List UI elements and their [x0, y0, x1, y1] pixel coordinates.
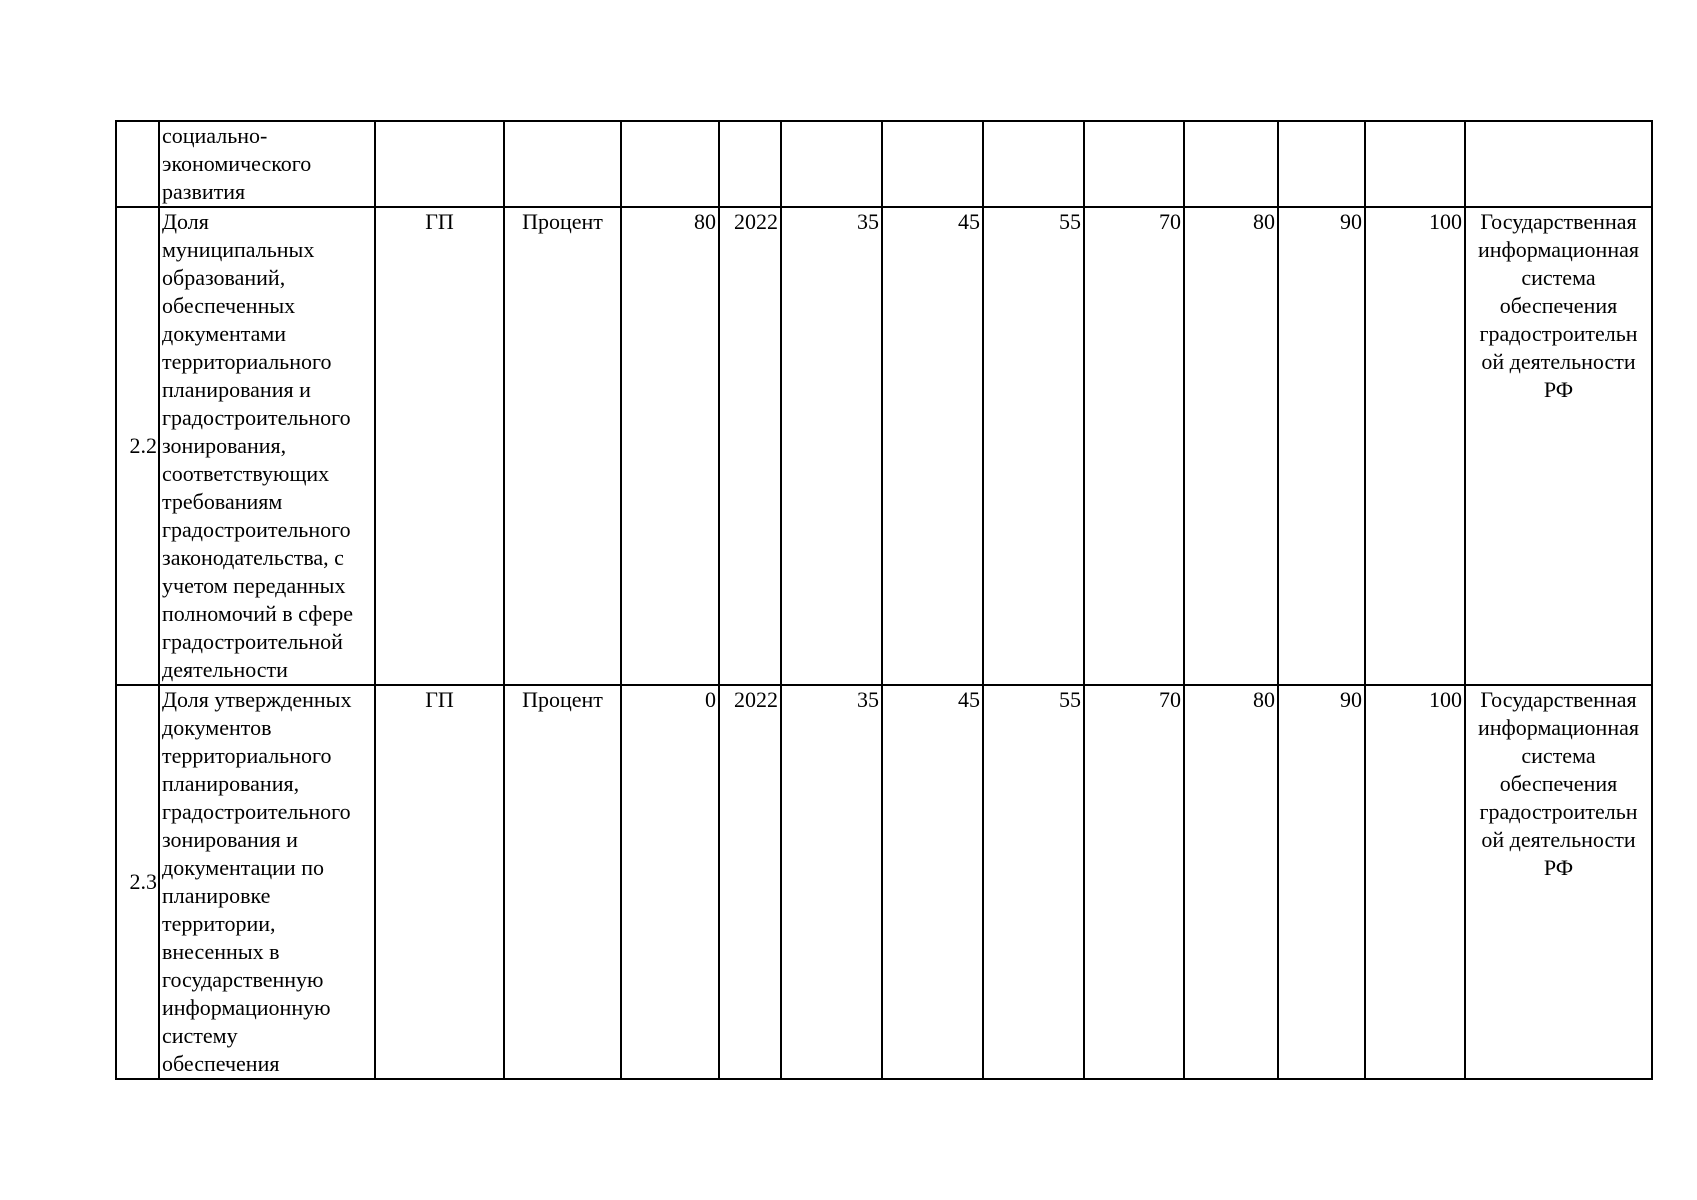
row-index: 2.3	[116, 685, 159, 1079]
indicator-name: Доля муниципальных образований, обеспеченных документами территориального планирования и градостроительного зонирования, соответствующих требованиям градостроительного законодательства, с учетом переданных полномочий в сфере градостроительной деятельности	[159, 207, 375, 685]
target-value	[1184, 121, 1278, 207]
target-value	[1084, 121, 1184, 207]
table-row	[116, 685, 1652, 1079]
base-value: 0	[621, 685, 719, 1079]
target-value	[1365, 121, 1465, 207]
indicators-table	[115, 120, 1653, 1080]
unit	[504, 121, 621, 207]
target-value: 80	[1184, 685, 1278, 1079]
target-value: 70	[1084, 685, 1184, 1079]
indicator-type: ГП	[375, 685, 504, 1079]
target-value: 70	[1084, 207, 1184, 685]
base-year	[719, 121, 781, 207]
target-value: 55	[983, 207, 1084, 685]
data-source: Государственная информационная система обеспечения градостроительн ой деятельности РФ	[1465, 685, 1652, 1079]
target-value: 80	[1184, 207, 1278, 685]
unit: Процент	[504, 685, 621, 1079]
indicator-type	[375, 121, 504, 207]
target-value: 90	[1278, 207, 1365, 685]
target-value	[983, 121, 1084, 207]
target-value: 100	[1365, 207, 1465, 685]
unit: Процент	[504, 207, 621, 685]
base-value	[621, 121, 719, 207]
target-value: 45	[882, 685, 983, 1079]
target-value	[1278, 121, 1365, 207]
data-source	[1465, 121, 1652, 207]
target-value: 90	[1278, 685, 1365, 1079]
base-year: 2022	[719, 207, 781, 685]
base-value: 80	[621, 207, 719, 685]
target-value: 55	[983, 685, 1084, 1079]
indicator-name: социально- экономического развития	[159, 121, 375, 207]
target-value: 45	[882, 207, 983, 685]
data-source: Государственная информационная система обеспечения градостроительн ой деятельности РФ	[1465, 207, 1652, 685]
target-value: 100	[1365, 685, 1465, 1079]
target-value: 35	[781, 207, 882, 685]
target-value	[882, 121, 983, 207]
table-row	[116, 121, 1652, 207]
row-index: 2.2	[116, 207, 159, 685]
row-index	[116, 121, 159, 207]
target-value	[781, 121, 882, 207]
target-value: 35	[781, 685, 882, 1079]
base-year: 2022	[719, 685, 781, 1079]
indicator-name: Доля утвержденных документов территориального планирования, градостроительного зонирования и документации по планировке территории, внесенных в государственную информационную систему обеспечения	[159, 685, 375, 1079]
indicator-type: ГП	[375, 207, 504, 685]
table-row	[116, 207, 1652, 685]
